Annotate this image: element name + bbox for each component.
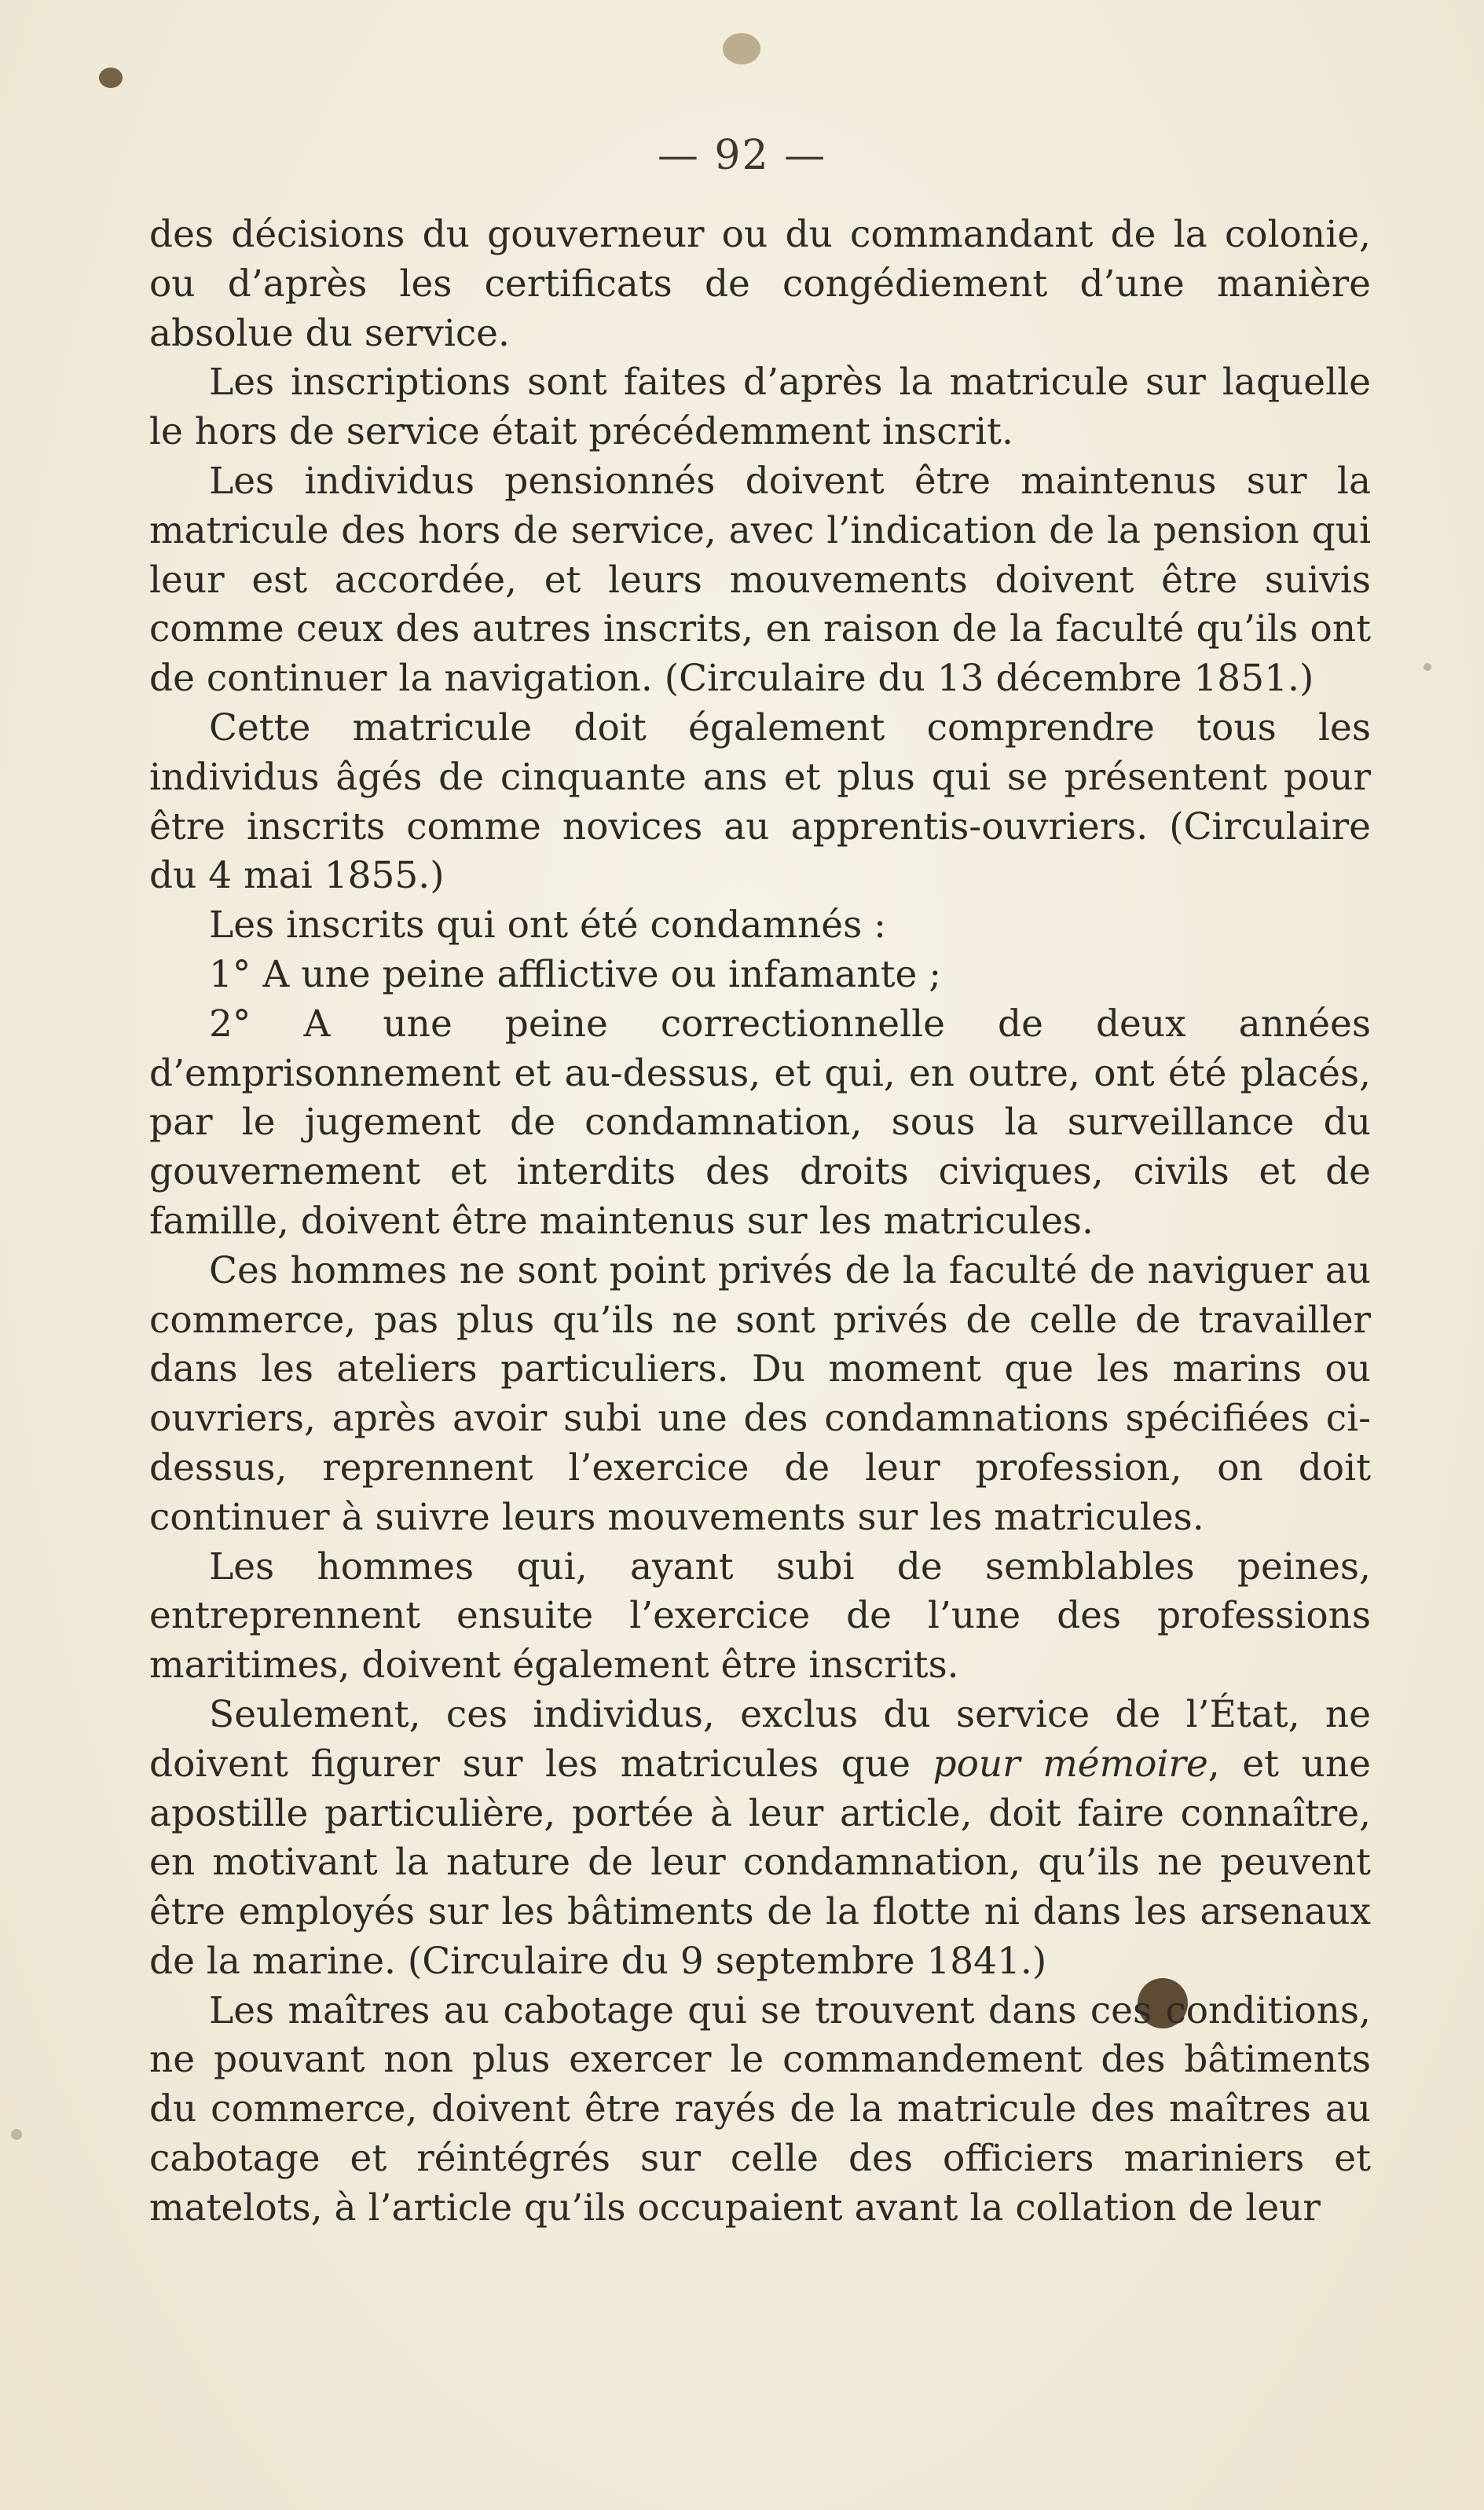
paragraph: Ces hommes ne sont point privés de la faculté de naviguer au commerce, pas plus qu’ils ne sont privés de celle de travailler dans les ateliers particuliers. Du moment que les marins ou ouvriers, après avoir subi une des condamnations spécifiées ci-dessus, reprennent l’exercice de leur profession, on doit continuer à suivre leurs mouvements sur les matricules. [149,1248,1371,1539]
paragraph: Les inscriptions sont faites d’après la matricule sur laquelle le hors de service était précédemment inscrit. [149,361,1371,454]
text-segment: Seulement, ces individus, exclus du service de l’État, ne doivent figurer sur les matricules que [149,1692,1371,1786]
paragraph: Les hommes qui, ayant subi de semblables peines, entreprennent ensuite l’exercice de l’une des professions maritimes, doivent également être inscrits. [149,1544,1371,1687]
dot-left-margin [11,2129,22,2140]
ink-stain-top-left [99,68,123,88]
list-item: 2° A une peine correctionnelle de deux années d’emprisonnement et au-dessus, et qui, en outre, ont été placés, par le jugement de condamnation, sous la surveillance du gouvernement et interdits des droits civiques, civils et de famille, doivent être maintenus sur les matricules. [149,1002,1371,1243]
body-text [149,211,1371,2233]
paragraph: Les inscrits qui ont été condamnés : [209,903,886,947]
dot-right-margin [1424,663,1431,671]
paragraph [149,1691,1371,1987]
paragraph: Cette matricule doit également comprendre tous les individus âgés de cinquante ans et plus qui se présentent pour être inscrits comme novices au apprentis-ouvriers. (Circulaire du 4 mai 1855.) [149,705,1371,898]
paragraph: des décisions du gouverneur ou du commandant de la colonie, ou d’après les certificats de congédiement d’une manière absolue du service. [149,213,1371,355]
list-item: 1° A une peine afflictive ou infamante ; [209,952,942,996]
ink-stain-top-center [723,33,760,64]
paragraph: Les maîtres au cabotage qui se trouvent dans ces conditions, ne pouvant non plus exercer le commandement des bâtiments du commerce, doivent être rayés de la matricule des maîtres au cabotage et réintégrés sur celle des officiers mariniers et matelots, à l’article qu’ils occupaient avant la collation de leur [149,1988,1371,2230]
page-number: — 92 — [657,132,827,179]
paragraph: Les individus pensionnés doivent être maintenus sur la matricule des hors de service, avec l’indication de la pension qui leur est accordée, et leurs mouvements doivent être suivis comme ceux des autres inscrits, en raison de la faculté qu’ils ont de continuer la navigation. (Circulaire du 13 décembre 1851.) [149,459,1371,701]
italic-phrase: pour mémoire [933,1742,1208,1786]
text-segment: , et une apostille particulière, portée à leur article, doit faire connaître, en motivant la nature de leur condamnation, qu’ils ne peuvent être employés sur les bâtiments de la flotte ni dans les arsenaux de la marine. (Circulaire du 9 septembre 1841.) [149,1742,1371,1983]
